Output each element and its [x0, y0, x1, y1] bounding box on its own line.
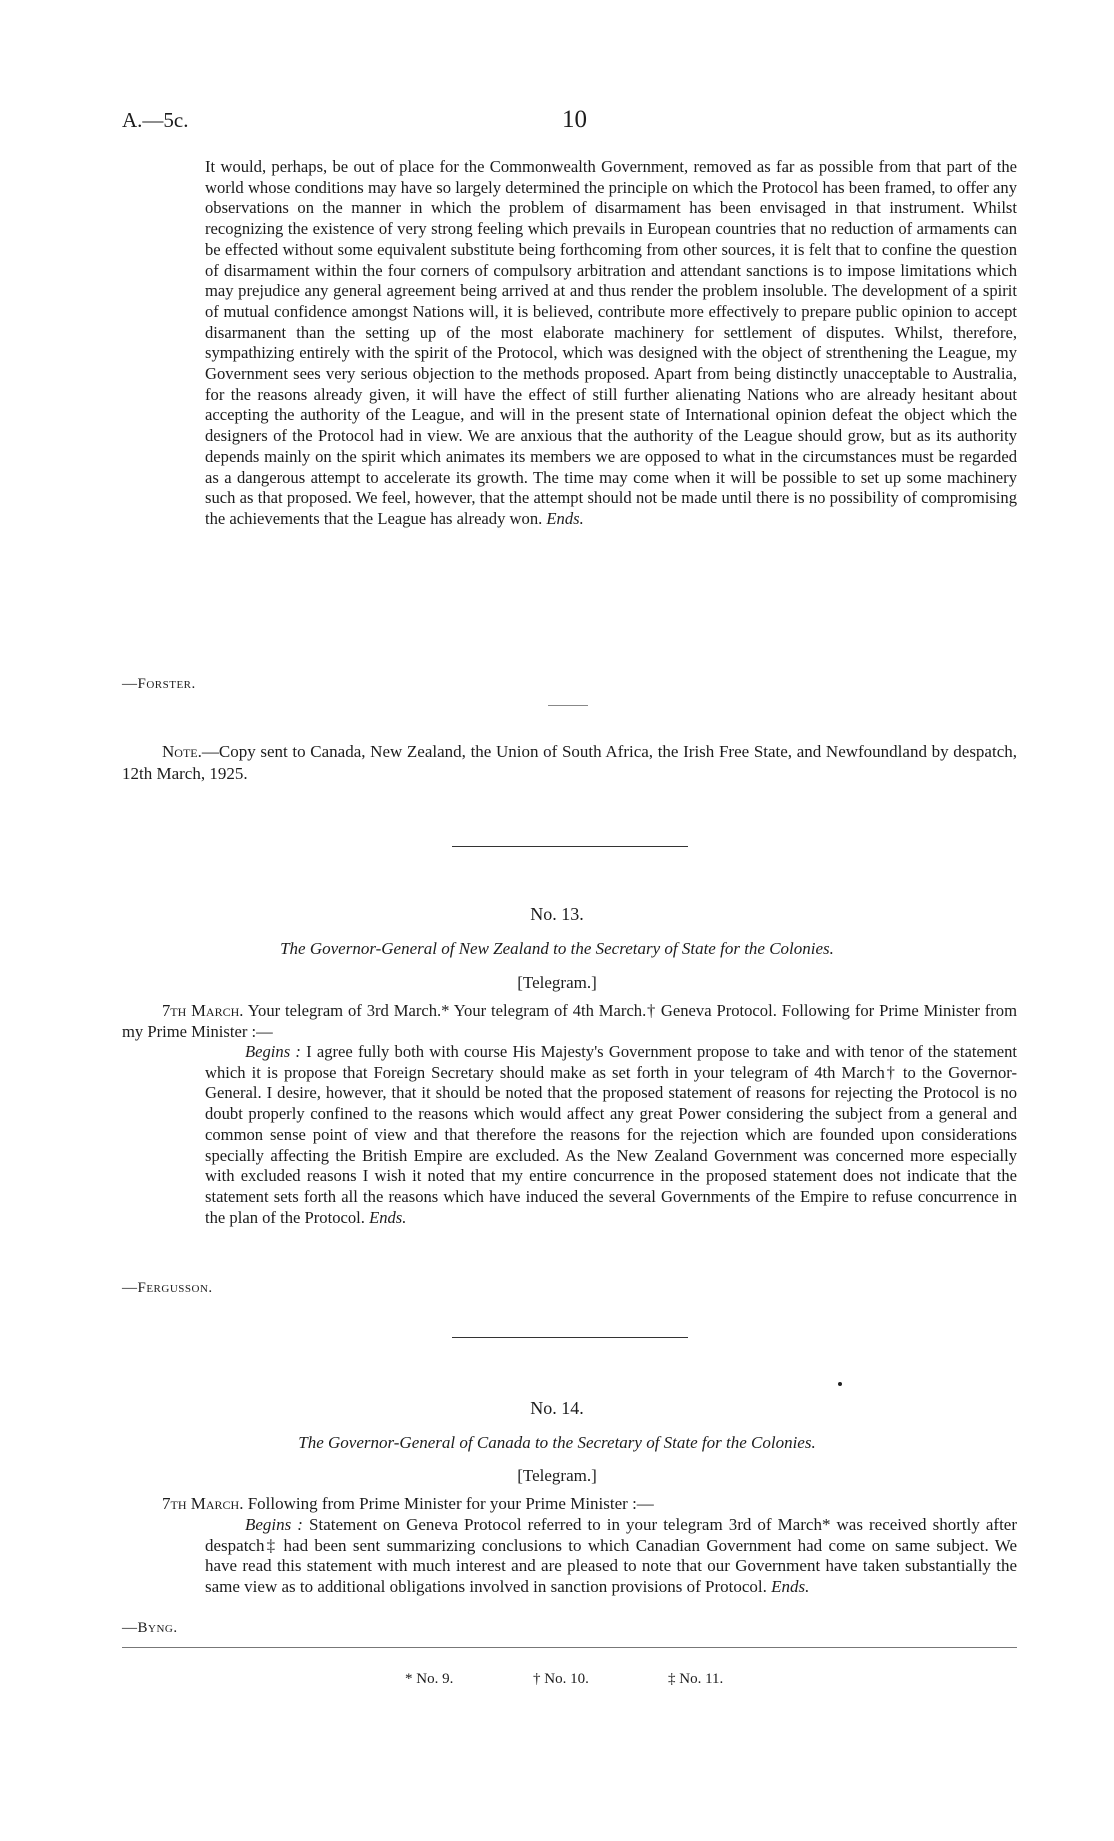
page-header [122, 108, 1022, 138]
forster-signature: —Forster. [122, 676, 196, 692]
no13-body-text: I agree fully both with course His Majesty's Government propose to take and with tenor of the statement which it is propose that Foreign Secretary should make as set forth in your telegram of 4th March† to the Governor-General. I desire, however, that it should be noted that the proposed statement of reasons for rejecting the Protocol is no doubt properly confined to the reasons which would affect any great Power considering the subject from a general and common sense point of view and that therefore the reasons for the rejection which are founded upon considerations specially affecting the British Empire are excluded. As the New Zealand Government was concerned more especially with excluded reasons I wish it noted that my entire concurrence in the proposed statement does not indicate that the statement sets forth all the reasons which have induced the several Governments of the Empire to refuse concurrence in the plan of the Protocol. [205, 1042, 1017, 1227]
no13-intro [122, 1001, 1017, 1042]
no14-intro [122, 1494, 1017, 1515]
short-divider [548, 705, 588, 706]
no13-date: 7th March. [162, 1001, 244, 1020]
no13-number: No. 13. [530, 904, 584, 924]
no14-signature: —Byng. [122, 1620, 178, 1636]
forster-ends: Ends. [546, 508, 584, 528]
no14-begins: Begins : [245, 1515, 303, 1534]
section-divider-2 [452, 1337, 688, 1338]
no13-title: The Governor-General of New Zealand to the Secretary of State for the Colonies. [280, 939, 834, 958]
footnote-rule [122, 1647, 1017, 1648]
no14-body [205, 1515, 1017, 1598]
no13-body [205, 1042, 1017, 1228]
stray-dot [838, 1382, 842, 1386]
no13-intro-text: Your telegram of 3rd March.* Your telegram of 4th March.† Geneva Protocol. Following for Prime Minister from my Prime Minister :— [122, 1001, 1017, 1041]
no14-ends: Ends. [771, 1577, 810, 1597]
despatch-note [122, 741, 1017, 785]
page-number: 10 [562, 106, 587, 133]
document-reference: A.—5c. [122, 108, 189, 132]
no13-telegram-label: [Telegram.] [517, 973, 597, 992]
footnote-3: ‡ No. 11. [668, 1671, 724, 1687]
forster-message-body [205, 157, 1017, 530]
no14-body-text: Statement on Geneva Protocol referred to in your telegram 3rd of March* was received shortly after despatch‡ had been sent summarizing conclusions to which Canadian Government had come on same subject. We have read this statement with much interest and are pleased to note that our Government have taken substantially the same view as to additional obligations involved in sanction provisions of Protocol. [205, 1515, 1017, 1597]
forster-message-text: It would, perhaps, be out of place for the Commonwealth Government, removed as far as possible from that part of the world whose conditions may have so largely determined the principle on which the Protocol has been framed, to offer any observations on the manner in which the problem of disarmament has been envisaged in that instrument. Whilst recognizing the existence of very strong feeling which prevails in European countries that no reduction of armaments can be effected without some equivalent substitute being forthcoming from other sources, it is felt that to confine the question of disarmament within the four corners of compulsory arbitration and attendant sanctions is to impose limitations which may prejudice any general agreement being arrived at and thus render the problem insoluble. The development of a spirit of mutual confidence amongst Nations will, it is believed, contribute more effectively to prepare public opinion to accept disarmanent than the setting up of the most elaborate machinery for settlement of disputes. Whilst, therefore, sympathizing entirely with the spirit of the Protocol, which was designed with the object of strenthening the League, my Government sees very serious objection to the methods proposed. Apart from being distinctly unacceptable to Australia, for the reasons already given, it will have the effect of still further alienating Nations who are already hesitant about accepting the authority of the League, and will in the present state of International opinion defeat the object which the designers of the Protocol had in view. We are anxious that the authority of the League should grow, but as its authority depends mainly on the spirit which animates its members we are opposed to what in the circumstances must be regarded as a dangerous attempt to accelerate its growth. The time may come when it will be possible to set up some machinery such as that proposed. We feel, however, that the attempt should not be made until there is no possibility of compromising the achievements that the League has already won. [205, 157, 1017, 528]
footnote-1: * No. 9. [405, 1671, 454, 1687]
note-text: —Copy sent to Canada, New Zealand, the Union of South Africa, the Irish Free State, and Newfoundland by despatch, 12th March, 1925. [122, 742, 1017, 783]
no13-ends: Ends. [369, 1207, 407, 1227]
no14-date: 7th March. [162, 1494, 244, 1513]
no14-number: No. 14. [530, 1398, 584, 1418]
no13-signature: —Fergusson. [122, 1280, 213, 1296]
section-divider-1 [452, 846, 688, 847]
footnote-2: † No. 10. [533, 1671, 589, 1687]
no14-telegram-label: [Telegram.] [517, 1466, 597, 1485]
no13-begins: Begins : [245, 1042, 301, 1061]
no14-title: The Governor-General of Canada to the Secretary of State for the Colonies. [298, 1433, 816, 1452]
no14-intro-text: Following from Prime Minister for your Prime Minister :— [247, 1494, 654, 1513]
note-label: Note. [162, 742, 202, 761]
